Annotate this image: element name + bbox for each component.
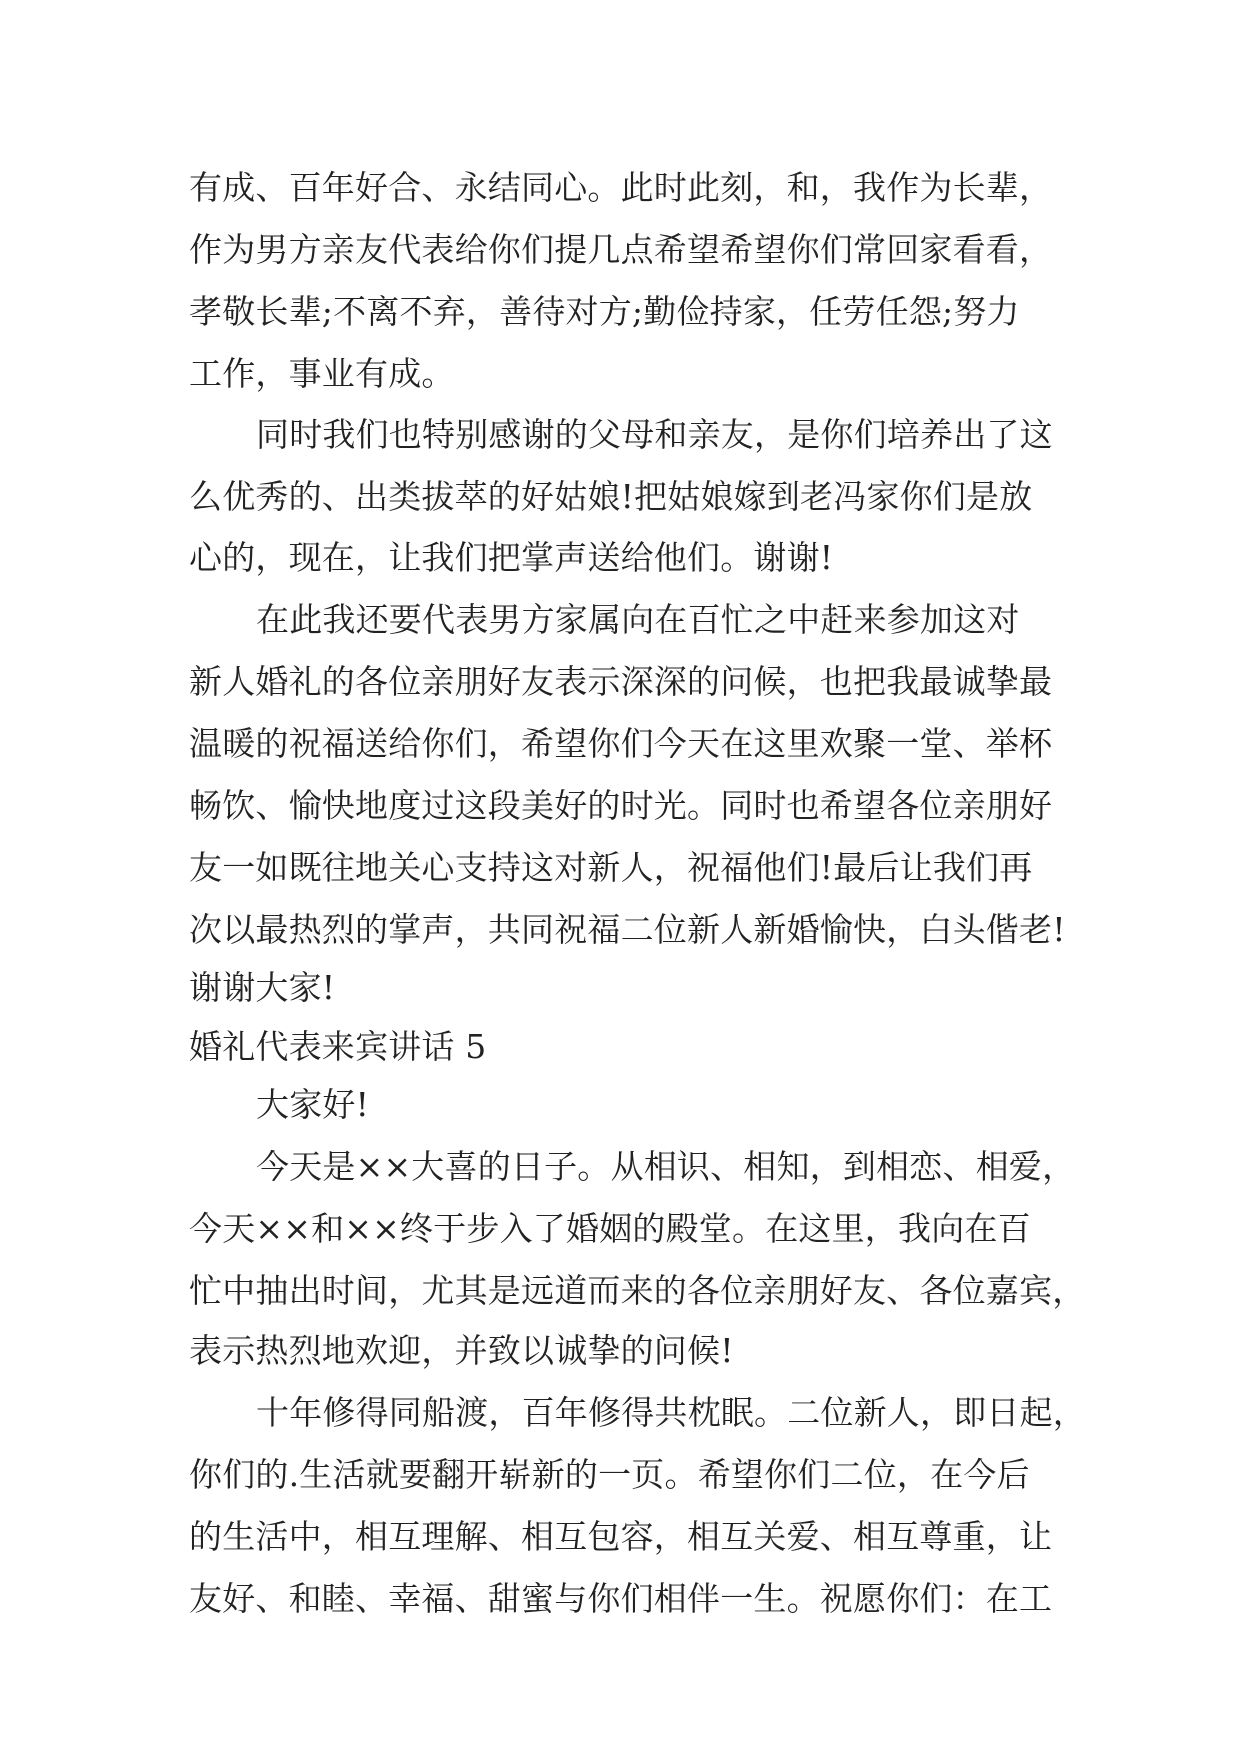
text-line: 畅饮、愉快地度过这段美好的时光。同时也希望各位亲朋好 [189, 786, 1053, 825]
text-line: 今天××和××终于步入了婚姻的殿堂。在这里，我向在百 [189, 1209, 1031, 1248]
text-line: 谢谢大家! [189, 968, 336, 1007]
text-line: 次以最热烈的掌声，共同祝福二位新人新婚愉快，白头偕老! [189, 910, 1066, 949]
text-line: 作为男方亲友代表给你们提几点希望希望你们常回家看看， [189, 230, 1053, 269]
text-line: 么优秀的、出类拔萃的好姑娘!把姑娘嫁到老冯家你们是放 [189, 477, 1033, 516]
text-line: 友一如既往地关心支持这对新人，祝福他们!最后让我们再 [189, 848, 1033, 887]
paragraph-first-line: 同时我们也特别感谢的父母和亲友，是你们培养出了这 [256, 415, 1053, 454]
text-line: 新人婚礼的各位亲朋好友表示深深的问候，也把我最诚挚最 [189, 662, 1053, 701]
paragraph-first-line: 十年修得同船渡，百年修得共枕眠。二位新人，即日起， [256, 1393, 1086, 1432]
paragraph-first-line: 在此我还要代表男方家属向在百忙之中赶来参加这对 [256, 600, 1020, 639]
section-heading: 婚礼代表来宾讲话 5 [189, 1027, 487, 1066]
text-line: 友好、和睦、幸福、甜蜜与你们相伴一生。祝愿你们：在工 [189, 1579, 1053, 1618]
text-line: 忙中抽出时间，尤其是远道而来的各位亲朋好友、各位嘉宾， [189, 1271, 1086, 1310]
greeting-line: 大家好! [256, 1085, 370, 1124]
text-line: 心的，现在，让我们把掌声送给他们。谢谢! [189, 538, 834, 577]
paragraph-first-line: 今天是××大喜的日子。从相识、相知，到相恋、相爱， [256, 1147, 1076, 1186]
text-line: 工作，事业有成。 [189, 354, 455, 393]
text-line: 的生活中，相互理解、相互包容，相互关爱、相互尊重，让 [189, 1517, 1053, 1556]
text-line: 表示热烈地欢迎，并致以诚挚的问候! [189, 1331, 734, 1370]
text-line: 有成、百年好合、永结同心。此时此刻，和，我作为长辈， [189, 168, 1053, 207]
text-line: 孝敬长辈;不离不弃，善待对方;勤俭持家，任劳任怨;努力 [189, 292, 1020, 331]
text-line: 你们的.生活就要翻开崭新的一页。希望你们二位，在今后 [189, 1455, 1030, 1494]
text-line: 温暖的祝福送给你们，希望你们今天在这里欢聚一堂、举杯 [189, 724, 1053, 763]
